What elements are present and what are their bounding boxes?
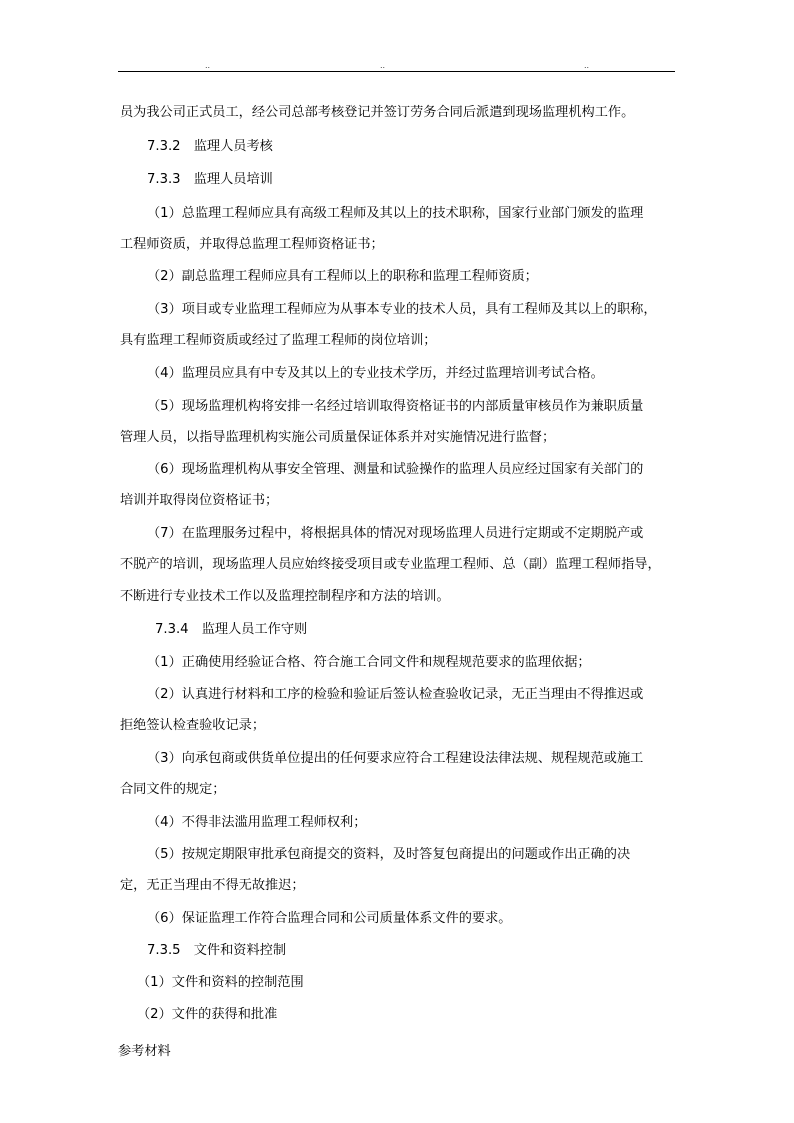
training-item-7-line-2: 不脱产的培训，现场监理人员应始终接受项目或专业监理工程师、总（副）监理工程师指导， <box>120 557 661 572</box>
training-item-4: （4）监理员应具有中专及其以上的专业技术学历，并经过监理培训考试合格。 <box>147 366 604 381</box>
section-heading-7-3-3: 7.3.3 监理人员培训 <box>147 172 273 187</box>
section-heading-7-3-2: 7.3.2 监理人员考核 <box>147 139 273 154</box>
header-divider <box>118 71 675 72</box>
training-item-5-line-2: 管理人员，以指导监理机构实施公司质量保证体系并对实施情况进行监督； <box>120 430 556 445</box>
footer-reference-note: 参考材料 <box>118 1044 171 1059</box>
header-dots-left: .. <box>205 61 211 70</box>
training-item-5-line-1: （5）现场监理机构将安排一名经过培训取得资格证书的内部质量审核员作为兼职质量 <box>147 399 644 414</box>
training-item-6-line-2: 培训并取得岗位资格证书； <box>120 493 279 508</box>
paragraph-line-continuation: 员为我公司正式员工，经公司总部考核登记并签订劳务合同后派遣到现场监理机构工作。 <box>120 105 635 120</box>
header-dots-center: .. <box>380 61 386 70</box>
training-item-1-line-2: 工程师资质，并取得总监理工程师资格证书； <box>120 237 384 252</box>
rules-item-4: （4）不得非法滥用监理工程师权利； <box>147 815 367 830</box>
rules-item-2-line-1: （2）认真进行材料和工序的检验和验证后签认检查验收记录，无正当理由不得推迟或 <box>147 687 644 702</box>
rules-item-5-line-1: （5）按规定期限审批承包商提交的资料，及时答复包商提出的问题或作出正确的决 <box>147 847 631 862</box>
training-item-3-line-1: （3）项目或专业监理工程师应为从事本专业的技术人员，具有工程师及其以上的职称， <box>147 302 657 317</box>
document-control-item-1: （1）文件和资料的控制范围 <box>137 975 304 990</box>
rules-item-2-line-2: 拒绝签认检查验收记录； <box>120 718 266 733</box>
rules-item-3-line-1: （3）向承包商或供货单位提出的任何要求应符合工程建设法律法规、规程规范或施工 <box>147 751 644 766</box>
document-control-item-2: （2）文件的获得和批准 <box>137 1007 278 1022</box>
training-item-1-line-1: （1）总监理工程师应具有高级工程师及其以上的技术职称，国家行业部门颁发的监理 <box>147 206 644 221</box>
header-dots-right: .. <box>584 61 590 70</box>
section-heading-7-3-4: 7.3.4 监理人员工作守则 <box>155 622 308 637</box>
rules-item-3-line-2: 合同文件的规定； <box>120 782 226 797</box>
training-item-2: （2）副总监理工程师应具有工程师以上的职称和监理工程师资质； <box>147 269 538 284</box>
training-item-7-line-1: （7）在监理服务过程中，将根据具体的情况对现场监理人员进行定期或不定期脱产或 <box>147 526 644 541</box>
section-heading-7-3-5: 7.3.5 文件和资料控制 <box>147 943 287 958</box>
page-header <box>0 62 794 74</box>
rules-item-6: （6）保证监理工作符合监理合同和公司质量体系文件的要求。 <box>147 911 512 926</box>
training-item-3-line-2: 具有监理工程师资质或经过了监理工程师的岗位培训； <box>120 333 437 348</box>
rules-item-1: （1）正确使用经验证合格、符合施工合同文件和规程规范要求的监理依据； <box>147 655 591 670</box>
training-item-6-line-1: （6）现场监理机构从事安全管理、测量和试验操作的监理人员应经过国家有关部门的 <box>147 462 644 477</box>
training-item-7-line-3: 不断进行专业技术工作以及监理控制程序和方法的培训。 <box>120 589 450 604</box>
rules-item-5-line-2: 定，无正当理由不得无故推迟； <box>120 878 305 893</box>
